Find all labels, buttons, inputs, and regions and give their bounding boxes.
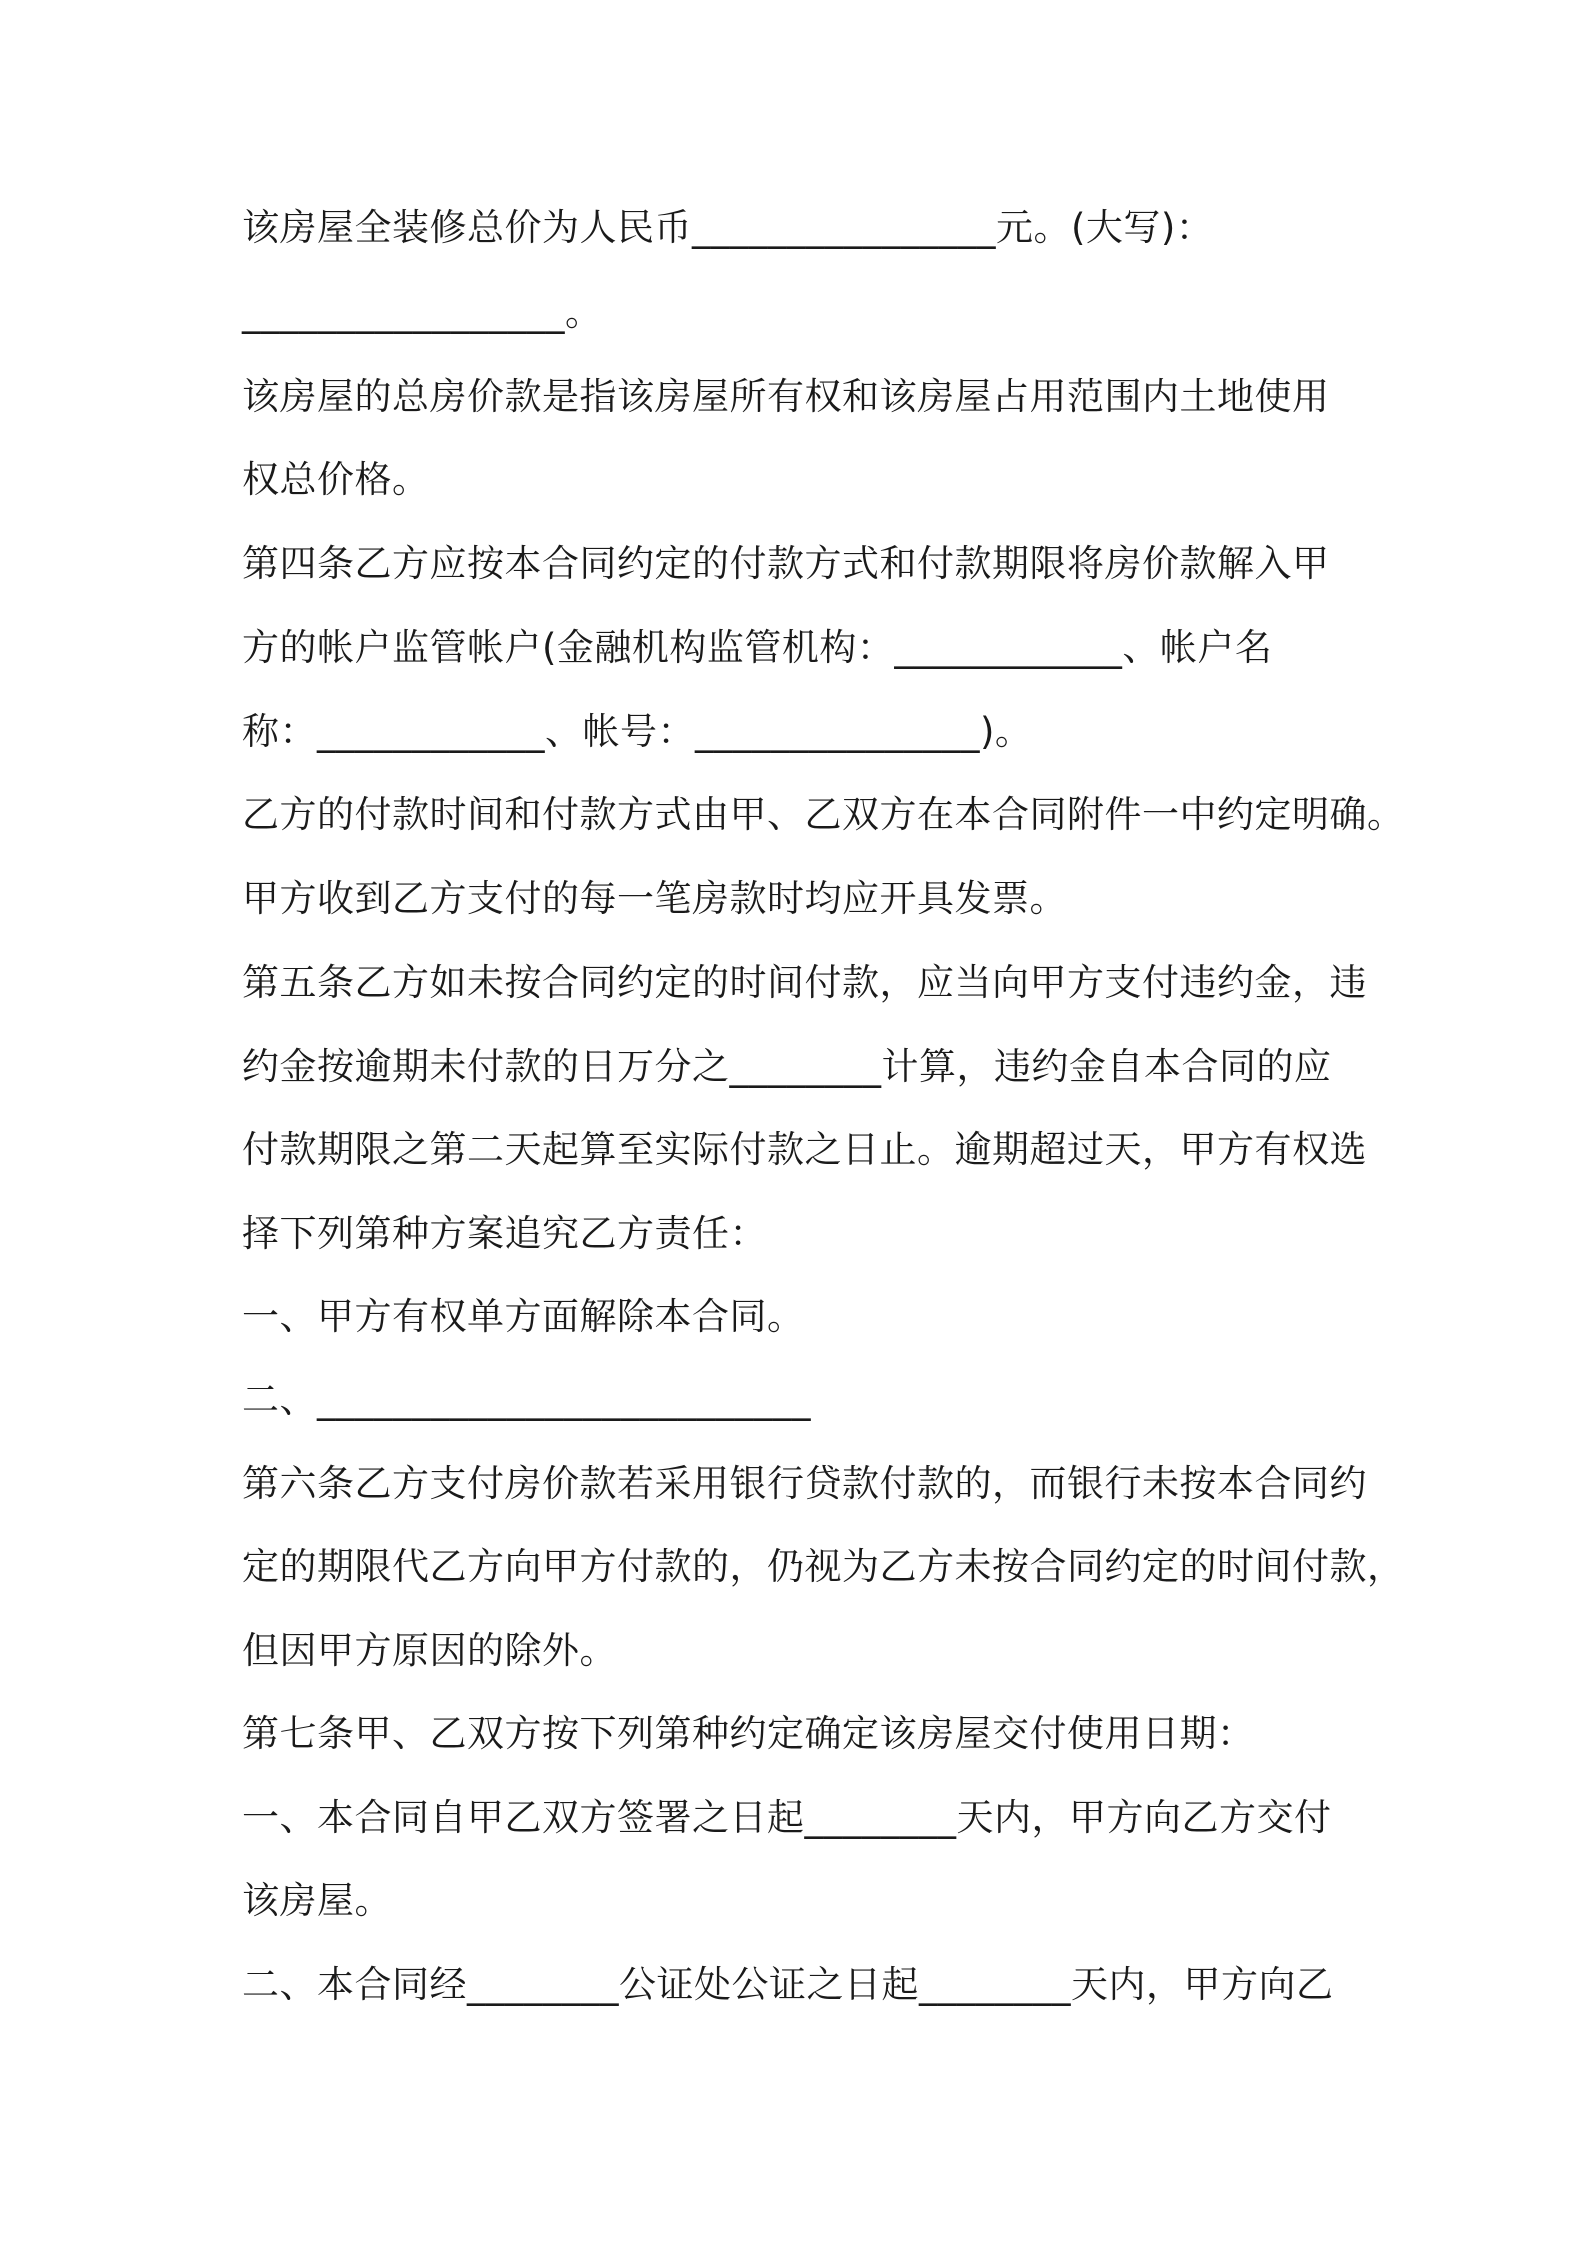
text-line: 第七条甲、乙双方按下列第种约定确定该房屋交付使用日期： (242, 1712, 1255, 1755)
text-line: 约金按逾期未付款的日万分之________计算，违约金自本合同的应 (242, 1045, 1332, 1088)
text-line: 但因甲方原因的除外。 (242, 1629, 617, 1672)
text-line: 该房屋全装修总价为人民币________________元。(大写)： (242, 206, 1214, 249)
text-line: 一、甲方有权单方面解除本合同。 (242, 1295, 805, 1338)
text-line: 二、__________________________ (242, 1378, 811, 1421)
text-line: 该房屋。 (242, 1879, 392, 1922)
text-line: 甲方收到乙方支付的每一笔房款时均应开具发票。 (242, 877, 1067, 920)
text-line: 付款期限之第二天起算至实际付款之日止。逾期超过天，甲方有权选 (242, 1128, 1367, 1171)
text-line: 称：____________、帐号：_______________)。 (242, 710, 1033, 753)
text-line: 方的帐户监管帐户(金融机构监管机构：____________、帐户名 (242, 626, 1273, 669)
text-line: 第五条乙方如未按合同约定的时间付款，应当向甲方支付违约金，违 (242, 961, 1367, 1004)
text-line: 权总价格。 (242, 458, 430, 501)
text-line: 第六条乙方支付房价款若采用银行贷款付款的，而银行未按本合同约 (242, 1462, 1367, 1505)
text-line: 择下列第种方案追究乙方责任： (242, 1212, 767, 1255)
text-line: 二、本合同经________公证处公证之日起________天内，甲方向乙 (242, 1963, 1334, 2006)
text-line: 定的期限代乙方向甲方付款的，仍视为乙方未按合同约定的时间付款， (242, 1545, 1405, 1588)
text-line: 第四条乙方应按本合同约定的付款方式和付款期限将房价款解入甲 (242, 542, 1330, 585)
text-line: 乙方的付款时间和付款方式由甲、乙双方在本合同附件一中约定明确。 (242, 793, 1405, 836)
text-line: 该房屋的总房价款是指该房屋所有权和该房屋占用范围内土地使用 (242, 375, 1330, 418)
text-line: _________________。 (242, 291, 603, 334)
text-line: 一、本合同自甲乙双方签署之日起________天内，甲方向乙方交付 (242, 1796, 1332, 1839)
